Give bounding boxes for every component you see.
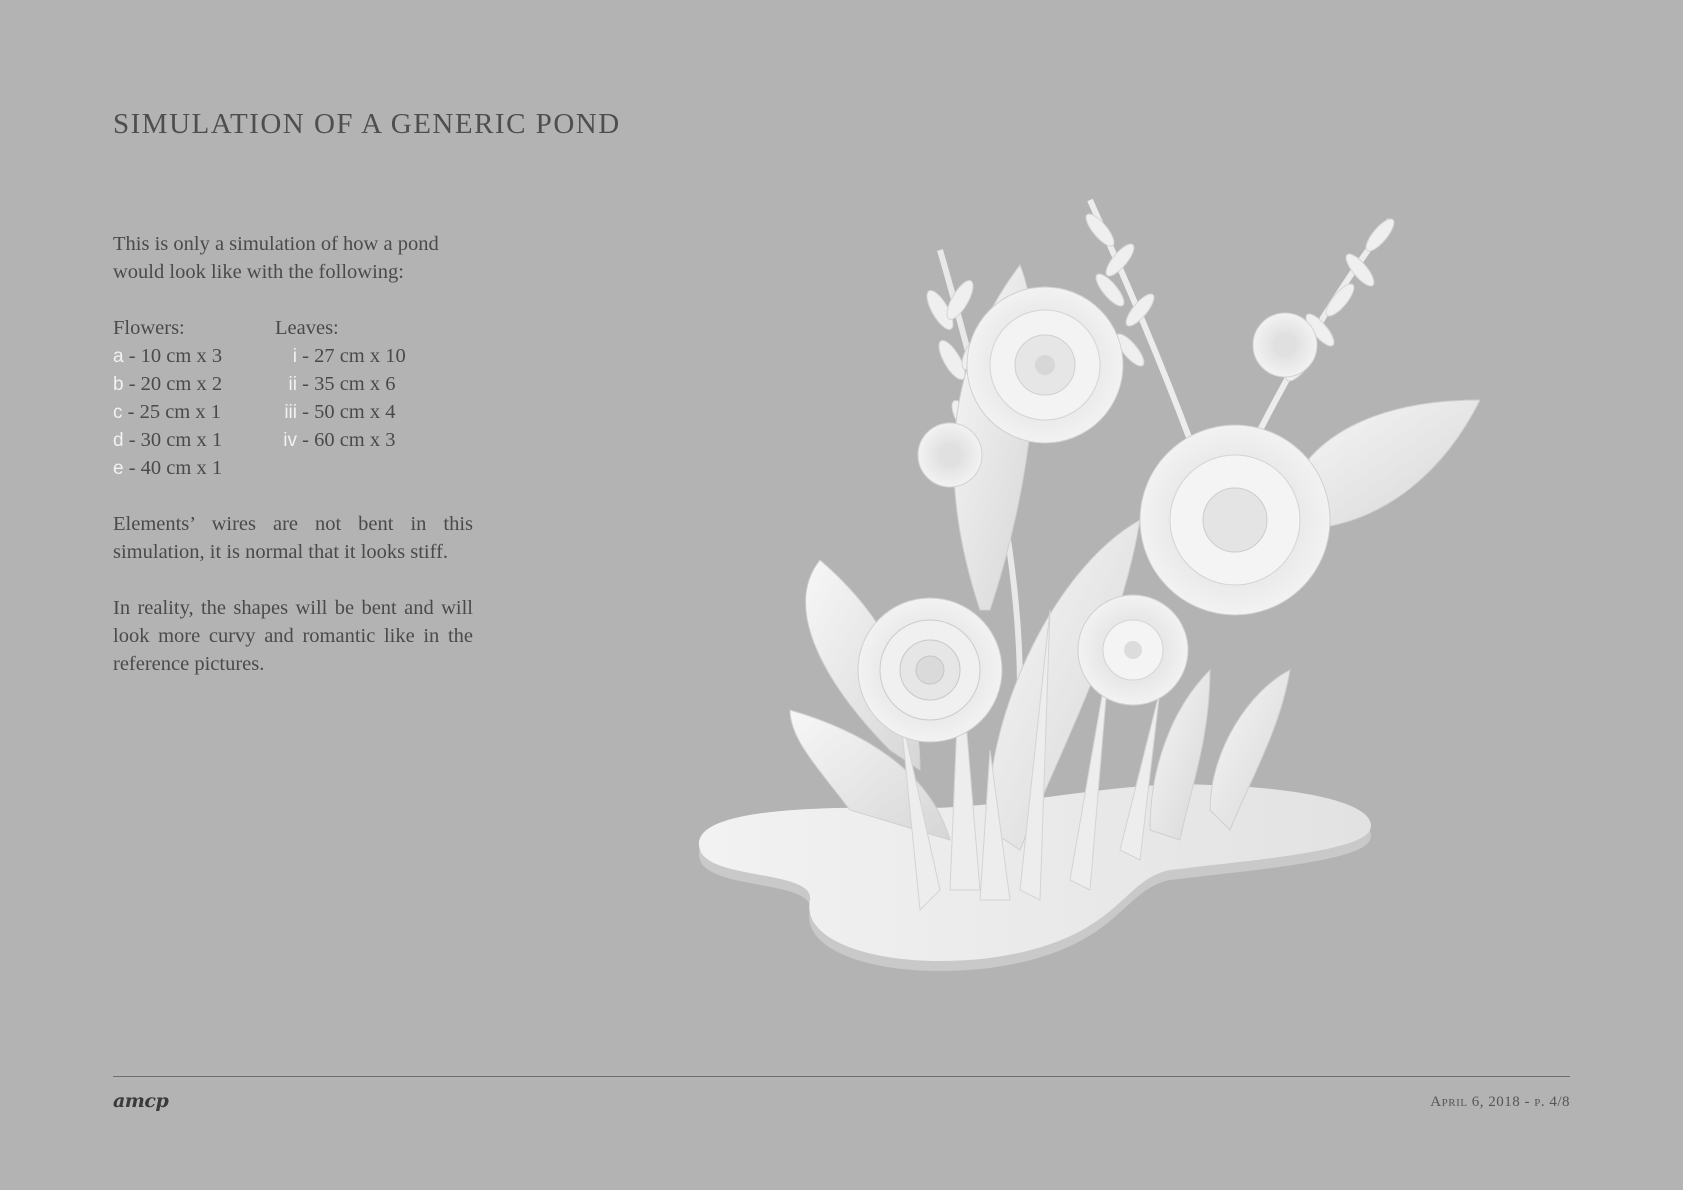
description-column xyxy=(113,230,473,678)
page-number: p. 4/8 xyxy=(1534,1094,1570,1110)
item-letter: ii xyxy=(288,374,297,395)
list-item xyxy=(113,454,275,482)
intro-paragraph: This is only a simulation of how a pond would look like with the following: xyxy=(113,233,439,283)
item-letter: a xyxy=(113,346,124,367)
flower-d xyxy=(1140,425,1330,615)
item-letter: b xyxy=(113,374,124,395)
flower-c xyxy=(1078,595,1188,705)
list-item xyxy=(275,398,406,426)
footer-date: April 6, 2018 xyxy=(1430,1094,1521,1110)
item-size: - 50 cm x 4 xyxy=(302,401,396,423)
footer-divider xyxy=(113,1076,1570,1077)
list-item xyxy=(275,426,406,454)
item-size: - 20 cm x 2 xyxy=(128,373,223,395)
flower-b-rose xyxy=(858,598,1002,742)
list-item xyxy=(275,342,406,370)
item-size: - 40 cm x 1 xyxy=(128,457,223,479)
list-item xyxy=(275,370,406,398)
flower-a xyxy=(1253,313,1317,377)
item-letter: iv xyxy=(283,430,297,451)
flower-a xyxy=(918,423,982,487)
list-item xyxy=(113,398,275,426)
wires-paragraph: Elements’ wires are not bent in this simulation, it is normal that it looks stiff. xyxy=(113,513,473,563)
leaves-heading: Leaves: xyxy=(275,317,339,339)
item-letter: d xyxy=(113,430,124,451)
item-letter: e xyxy=(113,458,124,479)
paper-pond-illustration xyxy=(690,190,1510,1050)
item-size: - 35 cm x 6 xyxy=(302,373,396,395)
list-item xyxy=(113,342,275,370)
company-logo: amcp xyxy=(113,1090,169,1112)
list-item xyxy=(113,426,275,454)
footer-separator: - xyxy=(1524,1094,1530,1110)
flowers-list xyxy=(113,314,275,482)
flower-e xyxy=(967,287,1123,443)
list-item xyxy=(113,370,275,398)
leaves-list xyxy=(275,314,406,482)
reality-paragraph: In reality, the shapes will be bent and will look more curvy and romantic like in the reference pictures. xyxy=(113,597,473,675)
item-size: - 25 cm x 1 xyxy=(127,401,221,423)
item-size: - 30 cm x 1 xyxy=(128,429,223,451)
flowers-heading: Flowers: xyxy=(113,317,185,339)
page-title: SIMULATION OF A GENERIC POND xyxy=(113,108,621,140)
item-size: - 27 cm x 10 xyxy=(302,345,406,367)
item-letter: iii xyxy=(284,402,297,423)
size-lists xyxy=(113,314,473,482)
item-letter: c xyxy=(113,402,123,423)
item-size: - 60 cm x 3 xyxy=(302,429,396,451)
item-letter: i xyxy=(292,346,297,367)
item-size: - 10 cm x 3 xyxy=(128,345,223,367)
footer-meta xyxy=(1430,1094,1570,1111)
